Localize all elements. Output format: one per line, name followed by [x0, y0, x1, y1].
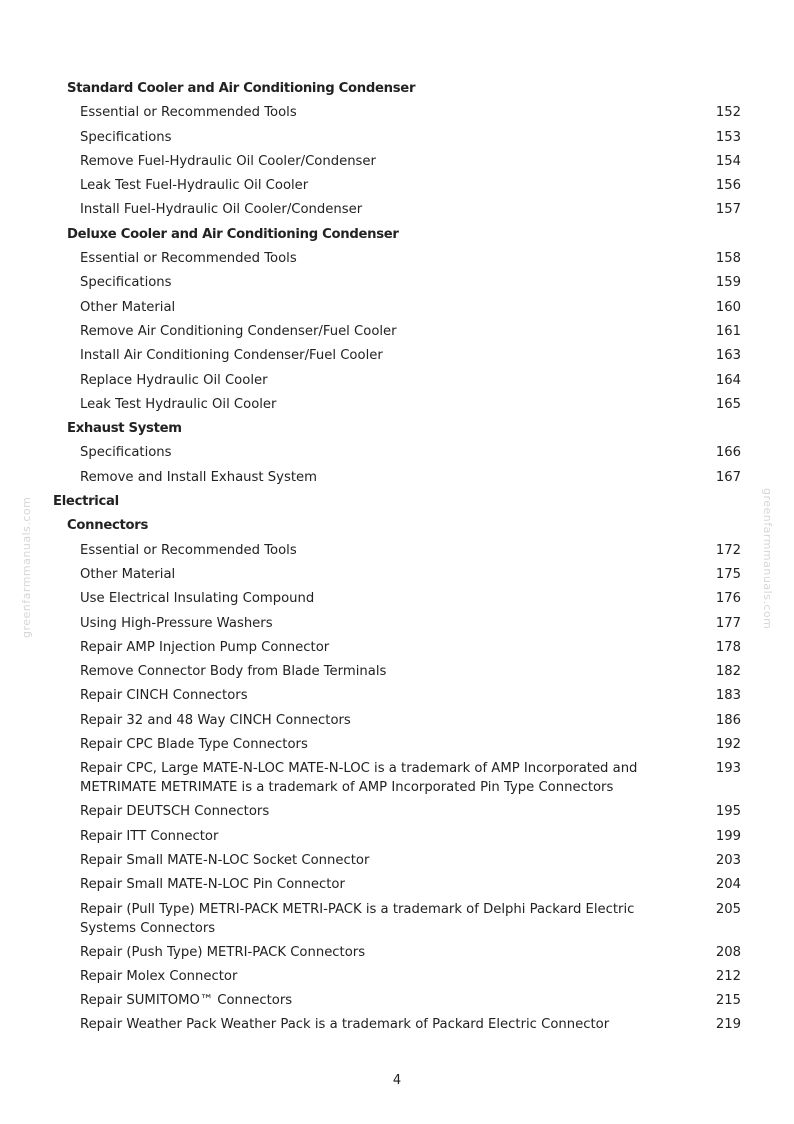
toc-entry-title: Repair SUMITOMO™ Connectors	[80, 993, 293, 1009]
toc-entry-title: Leak Test Fuel-Hydraulic Oil Cooler	[80, 178, 309, 194]
toc-entry-page: 167	[715, 469, 741, 485]
toc-entry[interactable]	[0, 733, 794, 757]
toc-entry-page: 195	[715, 804, 741, 820]
toc-entry[interactable]	[0, 709, 794, 733]
toc-entry-title: Repair AMP Injection Pump Connector	[80, 639, 330, 655]
toc-entry[interactable]	[0, 174, 794, 198]
toc-entry-page: 160	[715, 299, 741, 315]
toc-entry-page: 156	[715, 178, 741, 194]
table-of-contents	[0, 77, 794, 1038]
toc-entry[interactable]	[0, 101, 794, 125]
toc-entry[interactable]	[0, 563, 794, 587]
toc-entry[interactable]	[0, 612, 794, 636]
toc-entry-title: Repair CPC, Large MATE-N-LOC MATE-N-LOC is a trademark of AMP Incorporated and METRIMATE METRIMATE is a trademark of AMP Incorporated Pin Type Connectors	[80, 761, 638, 796]
toc-subsection-heading[interactable]	[0, 514, 794, 538]
toc-entry[interactable]	[0, 941, 794, 965]
toc-entry-page: 175	[715, 566, 741, 582]
toc-entry-page: 215	[715, 993, 741, 1009]
toc-entry-page: 161	[715, 323, 741, 339]
watermark-right: greenfarmmanuals.com	[761, 488, 774, 630]
toc-entry-page: 212	[715, 968, 741, 984]
toc-entry-page: 159	[715, 275, 741, 291]
toc-entry-page: 172	[715, 542, 741, 558]
toc-entry-page: 164	[715, 372, 741, 388]
toc-entry-title: Repair CPC Blade Type Connectors	[80, 737, 308, 753]
toc-heading-title: Standard Cooler and Air Conditioning Condenser	[67, 81, 416, 96]
toc-entry-title: Repair (Pull Type) METRI-PACK METRI-PACK is a trademark of Delphi Packard Electric Systems Connectors	[80, 901, 635, 936]
toc-entry-page: 178	[715, 639, 741, 655]
toc-entry-title: Repair CINCH Connectors	[80, 688, 248, 704]
toc-entry[interactable]	[0, 441, 794, 465]
toc-entry[interactable]	[0, 369, 794, 393]
toc-entry[interactable]	[0, 660, 794, 684]
toc-entry-title: Essential or Recommended Tools	[80, 251, 297, 267]
toc-entry-title: Leak Test Hydraulic Oil Cooler	[80, 396, 277, 412]
toc-entry-page: 163	[715, 348, 741, 364]
toc-entry[interactable]	[0, 466, 794, 490]
toc-entry-page: 166	[715, 445, 741, 461]
toc-entry[interactable]	[0, 393, 794, 417]
toc-entry-title: Repair Small MATE-N-LOC Socket Connector	[80, 852, 370, 868]
toc-entry-page: 186	[715, 712, 741, 728]
toc-entry[interactable]	[0, 198, 794, 222]
toc-entry[interactable]	[0, 296, 794, 320]
toc-entry-page: 192	[715, 737, 741, 753]
toc-entry-title: Remove and Install Exhaust System	[80, 469, 317, 485]
toc-entry[interactable]	[0, 271, 794, 295]
toc-entry-page: 158	[715, 251, 741, 267]
toc-entry-title: Repair Small MATE-N-LOC Pin Connector	[80, 877, 345, 893]
toc-entry-title: Other Material	[80, 299, 176, 315]
toc-entry-page: 199	[715, 828, 741, 844]
toc-heading-title: Electrical	[53, 494, 119, 510]
toc-entry-title: Install Air Conditioning Condenser/Fuel Cooler	[80, 348, 383, 364]
toc-entry-page: 219	[715, 1017, 741, 1033]
toc-entry[interactable]	[0, 800, 794, 824]
toc-entry-title: Specifications	[80, 129, 172, 145]
toc-entry-title: Repair (Push Type) METRI-PACK Connectors	[80, 944, 366, 960]
toc-entry[interactable]	[0, 757, 794, 800]
toc-entry-title: Essential or Recommended Tools	[80, 105, 297, 121]
toc-entry-page: 208	[715, 944, 741, 960]
toc-entry-page: 204	[715, 877, 741, 893]
toc-entry[interactable]	[0, 539, 794, 563]
toc-entry[interactable]	[0, 684, 794, 708]
toc-entry-title: Repair 32 and 48 Way CINCH Connectors	[80, 712, 351, 728]
toc-entry[interactable]	[0, 247, 794, 271]
toc-entry-page: 157	[715, 202, 741, 218]
toc-entry-title: Replace Hydraulic Oil Cooler	[80, 372, 268, 388]
page-number: 4	[392, 1073, 402, 1088]
toc-entry[interactable]	[0, 587, 794, 611]
toc-section-heading[interactable]	[0, 490, 794, 514]
toc-entry-page: 165	[715, 396, 741, 412]
toc-entry-page: 154	[715, 153, 741, 169]
toc-heading-title: Connectors	[67, 518, 148, 534]
toc-entry-title: Other Material	[80, 566, 176, 582]
toc-entry[interactable]	[0, 1013, 794, 1037]
toc-entry[interactable]	[0, 344, 794, 368]
toc-entry-page: 182	[715, 664, 741, 680]
toc-entry[interactable]	[0, 126, 794, 150]
toc-entry-title: Essential or Recommended Tools	[80, 542, 297, 558]
toc-entry[interactable]	[0, 825, 794, 849]
toc-entry-page: 203	[715, 852, 741, 868]
toc-entry-title: Repair Weather Pack Weather Pack is a trademark of Packard Electric Connector	[80, 1017, 610, 1033]
toc-entry-title: Repair ITT Connector	[80, 828, 219, 844]
toc-entry-page: 153	[715, 129, 741, 145]
toc-entry-title: Remove Connector Body from Blade Terminals	[80, 664, 387, 680]
toc-entry-title: Specifications	[80, 275, 172, 291]
watermark-left: greenfarmmanuals.com	[20, 496, 33, 638]
toc-entry-page: 152	[715, 105, 741, 121]
toc-entry-page: 176	[715, 591, 741, 607]
toc-subsection-heading[interactable]	[0, 223, 794, 247]
toc-subsection-heading[interactable]	[0, 77, 794, 101]
toc-subsection-heading[interactable]	[0, 417, 794, 441]
toc-entry[interactable]	[0, 898, 794, 941]
toc-entry-title: Specifications	[80, 445, 172, 461]
toc-heading-title: Deluxe Cooler and Air Conditioning Condenser	[67, 226, 399, 242]
toc-heading-title: Exhaust System	[67, 421, 182, 437]
toc-entry-title: Repair Molex Connector	[80, 968, 238, 984]
toc-entry-page: 183	[715, 688, 741, 704]
toc-entry[interactable]	[0, 636, 794, 660]
toc-entry-title: Install Fuel-Hydraulic Oil Cooler/Condenser	[80, 202, 363, 218]
toc-entry[interactable]	[0, 989, 794, 1013]
toc-entry-page: 193	[715, 761, 741, 777]
toc-entry[interactable]	[0, 320, 794, 344]
toc-entry-title: Using High-Pressure Washers	[80, 615, 273, 631]
toc-entry-page: 177	[715, 615, 741, 631]
toc-entry-title: Repair DEUTSCH Connectors	[80, 804, 270, 820]
toc-entry[interactable]	[0, 150, 794, 174]
toc-entry-title: Remove Fuel-Hydraulic Oil Cooler/Condenser	[80, 153, 376, 169]
toc-entry[interactable]	[0, 849, 794, 873]
toc-entry[interactable]	[0, 873, 794, 897]
toc-entry-page: 205	[715, 901, 741, 917]
toc-entry-title: Use Electrical Insulating Compound	[80, 591, 315, 607]
toc-entry[interactable]	[0, 965, 794, 989]
toc-entry-title: Remove Air Conditioning Condenser/Fuel Cooler	[80, 323, 397, 339]
